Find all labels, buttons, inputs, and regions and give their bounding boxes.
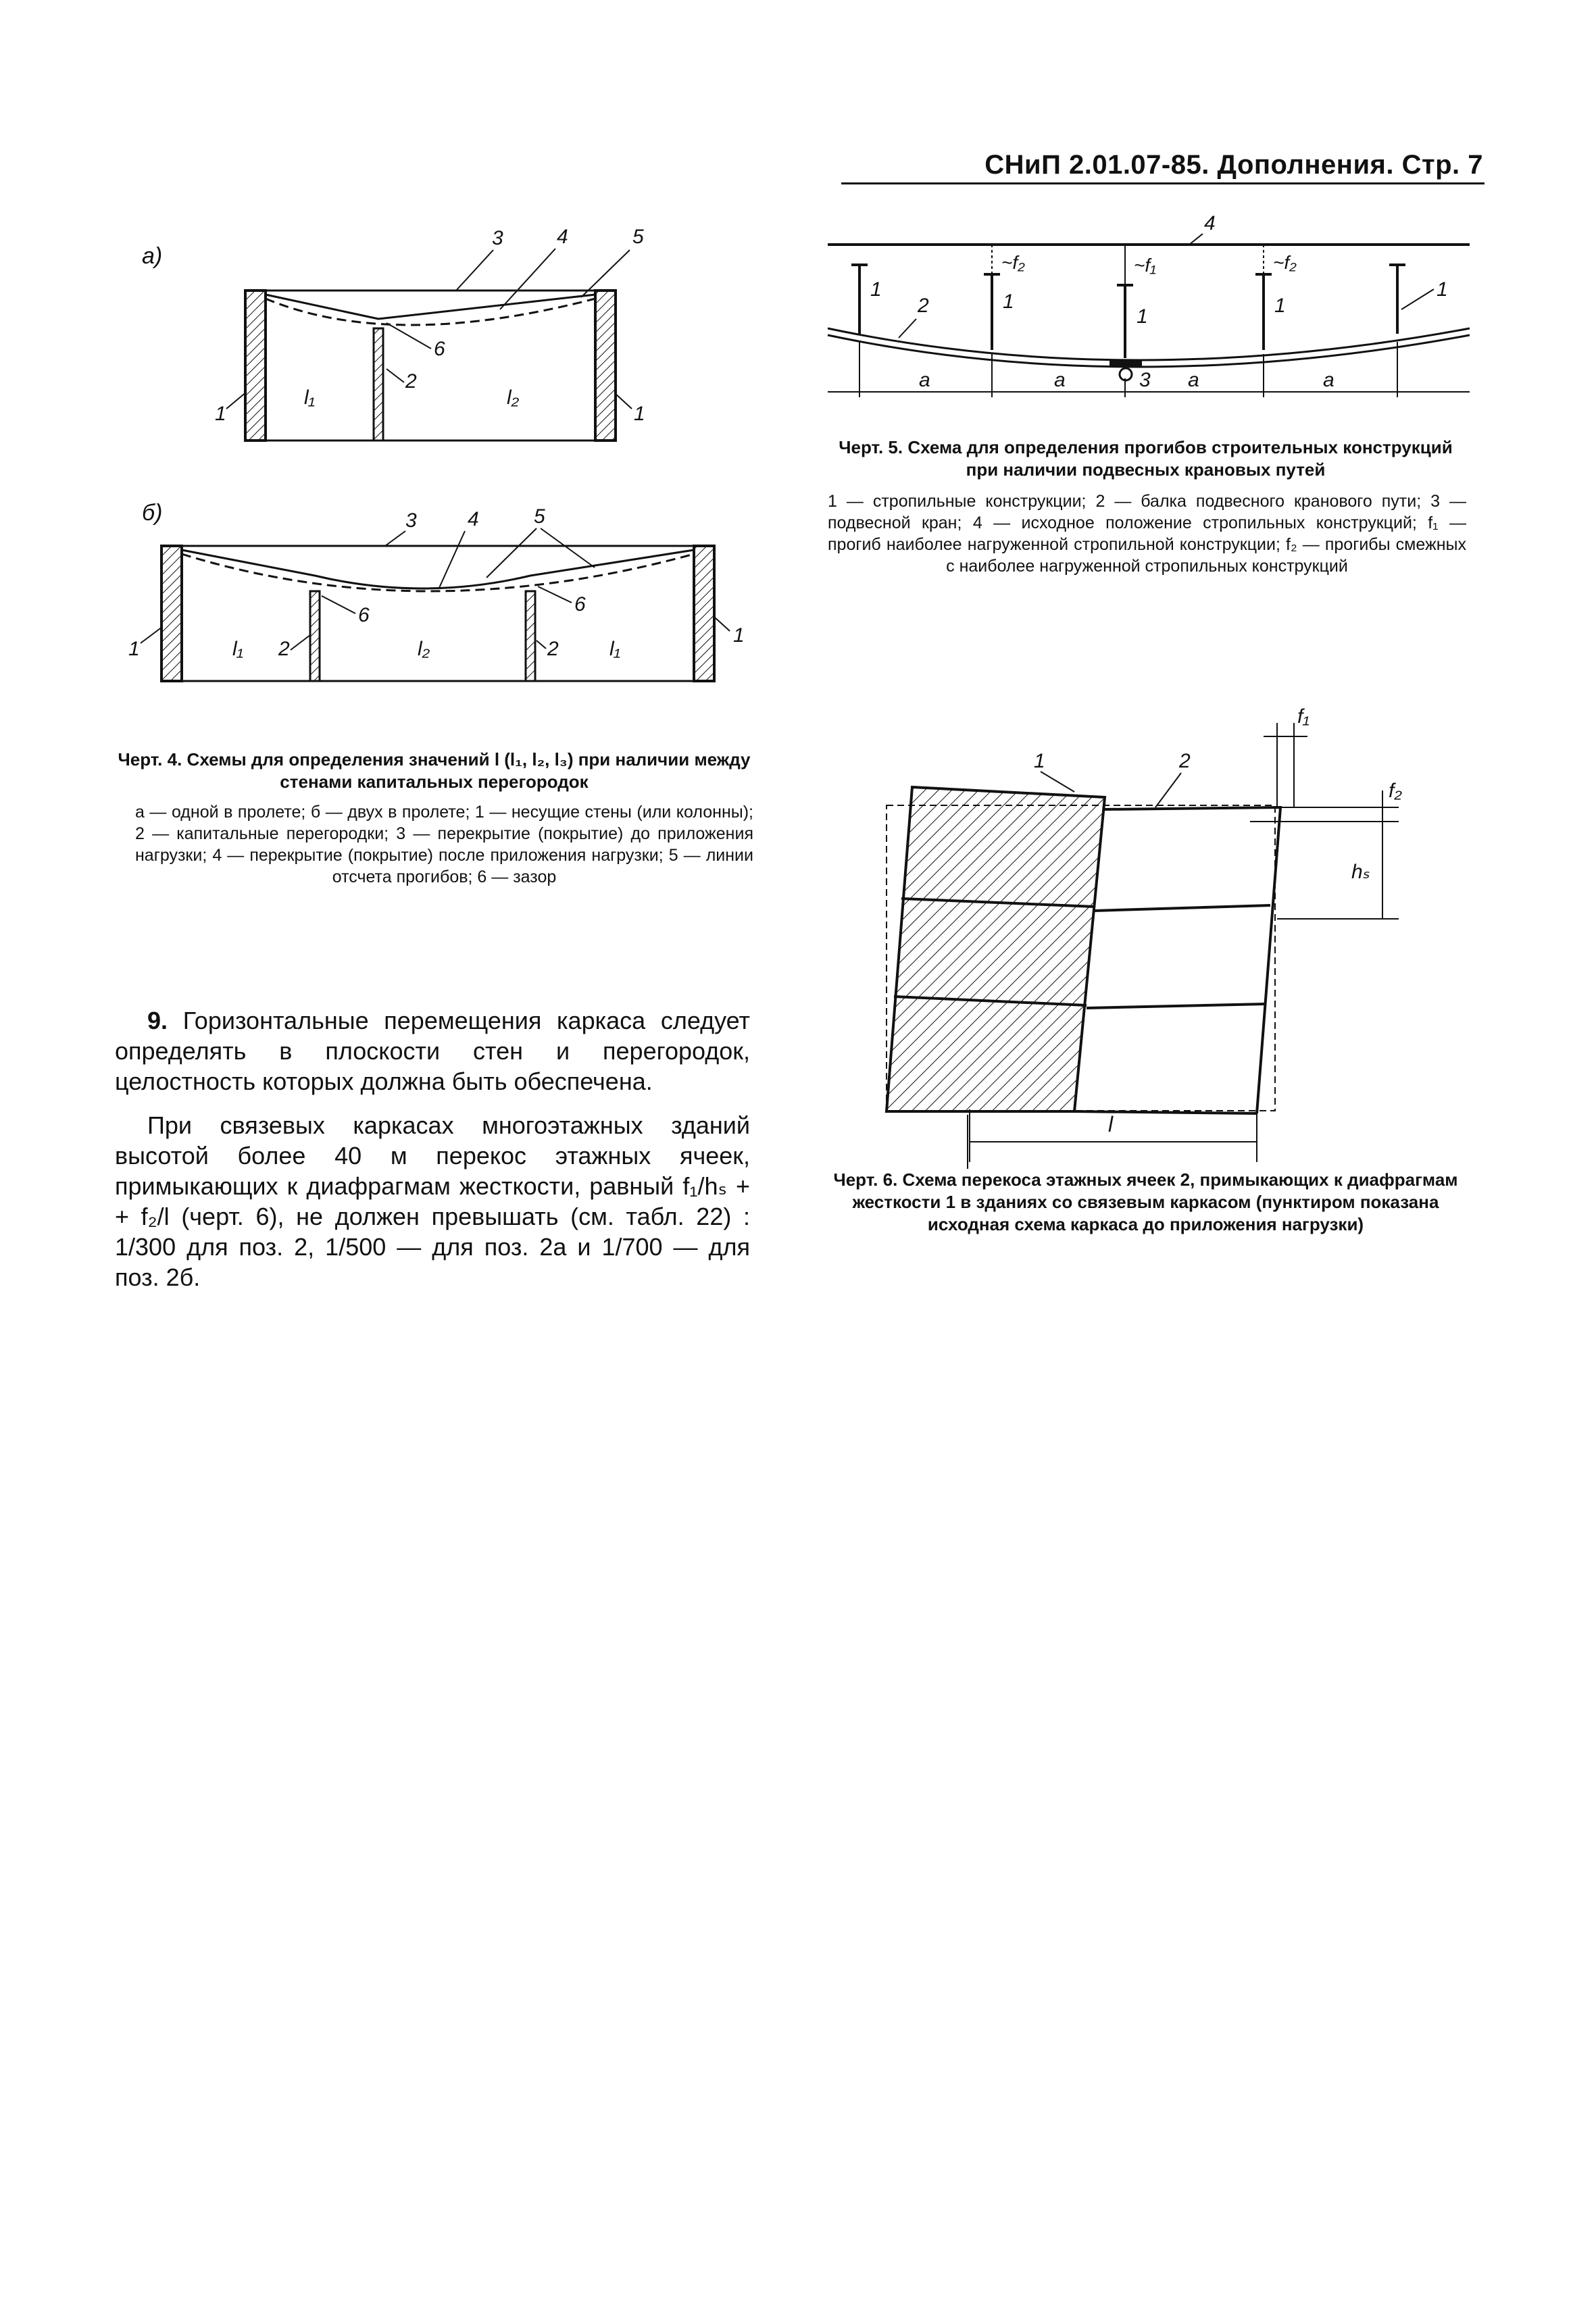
fig5-caption-title: Черт. 5. Схема для определения прогибов строительных конструкций при наличии подвесных крановых путей bbox=[839, 437, 1453, 480]
fig5-label-a-1: a bbox=[919, 369, 930, 391]
fig5-label-4: 4 bbox=[1204, 212, 1216, 234]
paragraph-9-text: Горизонтальные перемещения каркаса следует определять в плоскости стен и перегородок, целостность которых должна быть обеспечена. bbox=[115, 1007, 750, 1095]
fig4b-label-1-left: 1 bbox=[128, 638, 140, 660]
fig5-label-a-2: a bbox=[1054, 369, 1066, 391]
fig6-label-f2: f₂ bbox=[1389, 780, 1402, 802]
fig5-label-1-d: 1 bbox=[1274, 295, 1286, 317]
fig4a-label-6: 6 bbox=[434, 338, 445, 360]
fig5-label-2: 2 bbox=[918, 295, 929, 317]
fig5-label-1-a: 1 bbox=[870, 278, 882, 301]
fig4b-label-4: 4 bbox=[468, 508, 479, 530]
fig4b-span-l1-right: l₁ bbox=[609, 638, 621, 660]
fig6-label-l: l bbox=[1108, 1112, 1114, 1136]
fig5-label-f1: ~f₁ bbox=[1134, 255, 1156, 276]
fig5-label-1-c: 1 bbox=[1137, 305, 1148, 328]
fig5-label-a-4: a bbox=[1323, 369, 1335, 391]
paragraph-9-continued: При связевых каркасах многоэтажных зданий высотой более 40 м перекос этажных ячеек, примыкающих к диафрагмам жесткости, равный f₁/hₛ + + f₂/l (черт. 6), не должен превышать (см. табл. 22) : 1/300 для поз. 2, 1/500 — для поз. 2а и 1/700 — для поз. 2б. bbox=[115, 1111, 750, 1291]
fig6-diagram bbox=[872, 696, 1453, 1142]
fig4b-label-6-right: 6 bbox=[574, 593, 586, 615]
fig6-label-f1: f₁ bbox=[1297, 705, 1310, 728]
fig4b-label-2-left: 2 bbox=[278, 638, 290, 660]
fig4-part-b-label: б) bbox=[142, 500, 163, 526]
paragraph-number: 9. bbox=[147, 1007, 168, 1034]
fig4-part-a-label: а) bbox=[142, 243, 163, 269]
fig4a-label-1-right: 1 bbox=[634, 403, 645, 425]
fig4a-label-2: 2 bbox=[405, 370, 417, 393]
fig5-label-a-3: a bbox=[1188, 369, 1199, 391]
fig4b-label-3: 3 bbox=[405, 509, 417, 532]
fig5-label-f2-left: ~f₂ bbox=[1001, 252, 1025, 273]
fig5-label-f2-right: ~f₂ bbox=[1273, 252, 1297, 273]
fig4b-span-l1-left: l₁ bbox=[232, 638, 244, 660]
fig4a-span-l1: l₁ bbox=[304, 386, 316, 409]
page-header: СНиП 2.01.07-85. Дополнения. Стр. 7 bbox=[984, 150, 1483, 180]
fig4-diagram bbox=[122, 223, 797, 689]
fig4a-label-3: 3 bbox=[492, 227, 503, 249]
paragraph-9 bbox=[115, 1005, 750, 1097]
fig4b-label-5: 5 bbox=[534, 505, 545, 528]
fig4-legend: а — одной в пролете; б — двух в пролете; 1 — несущие стены (или колонны); 2 — капитальные перегородки; 3 — перекрытие (покрытие) до приложения нагрузки; 4 — перекрытие (покрытие) после приложения нагрузки; 5 — линии отсчета прогибов; 6 — зазор bbox=[135, 803, 753, 886]
fig4a-span-l2: l₂ bbox=[507, 386, 520, 409]
fig5-label-1-b: 1 bbox=[1003, 291, 1014, 313]
fig4-caption-title: Черт. 4. Схемы для определения значений l (l₁, l₂, l₃) при наличии между стенами капитальных перегородок bbox=[118, 749, 751, 792]
fig6-label-1: 1 bbox=[1034, 750, 1045, 772]
fig4b-label-2-right: 2 bbox=[547, 638, 559, 660]
header-rule bbox=[841, 182, 1485, 184]
fig4a-label-1-left: 1 bbox=[215, 403, 226, 425]
fig4b-label-1-right: 1 bbox=[733, 624, 745, 647]
fig4b-span-l2: l₂ bbox=[418, 638, 430, 660]
fig6-caption: Черт. 6. Схема перекоса этажных ячеек 2, примыкающих к диафрагмам жесткости 1 в зданиях со связевым каркасом (пунктиром показана исходная схема каркаса до приложения нагрузки) bbox=[833, 1169, 1458, 1234]
fig4a-label-4: 4 bbox=[557, 226, 568, 248]
fig5-diagram bbox=[818, 209, 1480, 399]
fig6-label-2: 2 bbox=[1179, 750, 1191, 772]
fig6-label-hs: hₛ bbox=[1351, 861, 1370, 883]
fig5-label-3: 3 bbox=[1139, 369, 1151, 391]
fig5-label-1-e: 1 bbox=[1437, 278, 1448, 301]
fig5-legend: 1 — стропильные конструкции; 2 — балка подвесного кранового пути; 3 — подвесной кран; 4 — исходное положение стропильных конструкций; f₁ — прогиб наиболее нагруженной стропильной конструкции; f₂ — прогибы смежных с наиболее нагруженной стропильных конструкций bbox=[828, 492, 1466, 576]
body-text bbox=[115, 1005, 750, 1306]
fig4b-label-6-left: 6 bbox=[358, 604, 370, 626]
fig4a-label-5: 5 bbox=[632, 226, 644, 248]
